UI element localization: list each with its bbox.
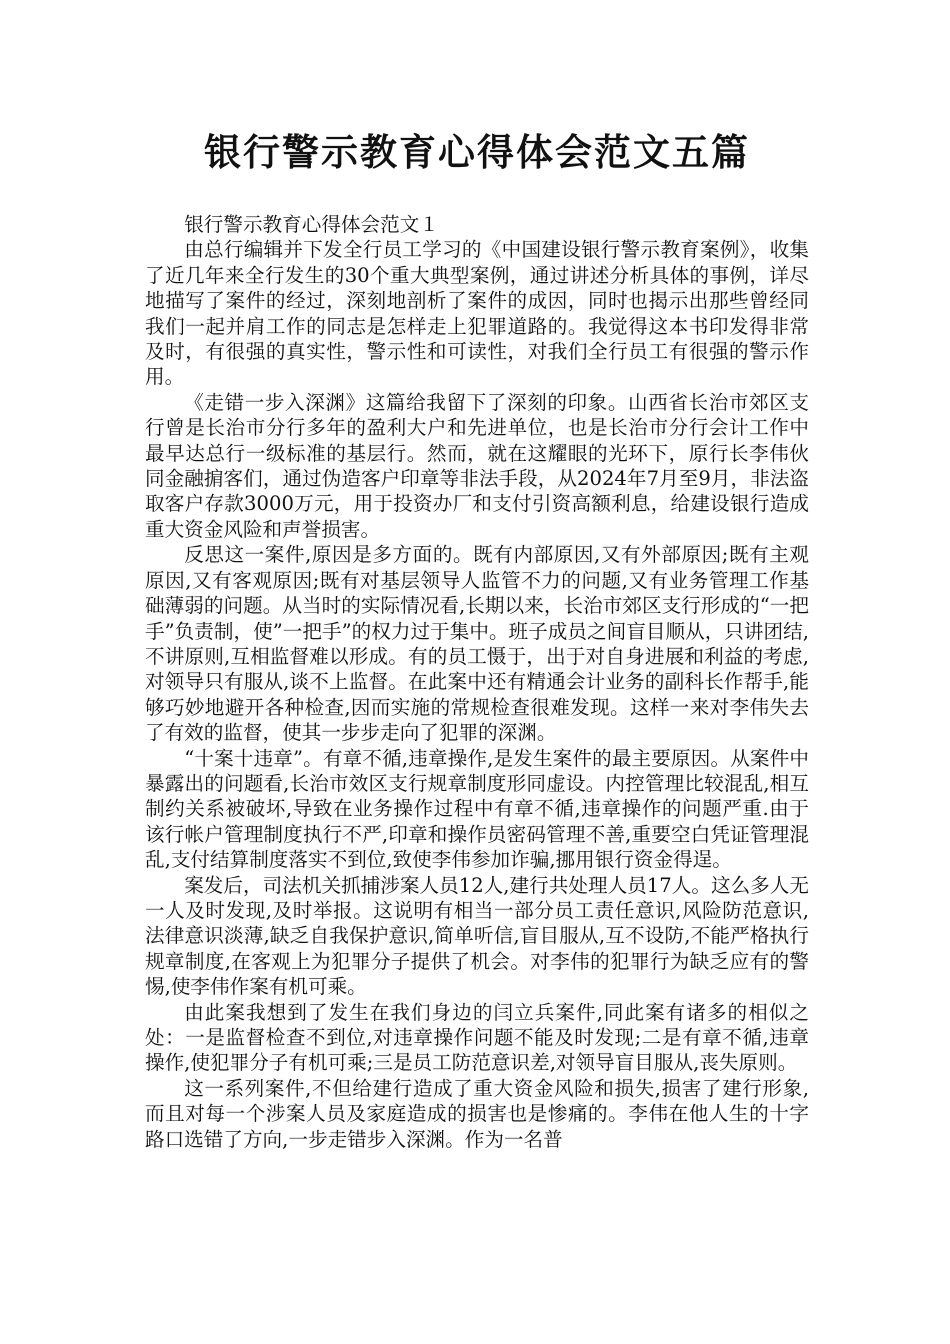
section-heading: 银行警示教育心得体会范文１: [184, 213, 439, 236]
document-title: 银行警示教育心得体会范文五篇: [204, 130, 750, 174]
paragraph-2: 《走错一步入深渊》这篇给我留下了深刻的印象。山西省长治市郊区支行曾是长治市分行多年的盈利大户和先进单位，也是长治市分行会计工作中最早达总行一级标准的基层行。然而，就在这耀眼的光环下，原行长李伟伙同金融掮客们，通过伪造客户印章等非法手段，从2024年7月至9月，非法盗取客户存款3000万元，用于投资办厂和支付引资高额利息，给建设银行造成重大资金风险和声誉损害。: [145, 390, 809, 541]
paragraph-1: 由总行编辑并下发全行员工学习的《中国建设银行警示教育案例》，收集了近几年来全行发生的30个重大典型案例，通过讲述分析具体的事例，详尽地描写了案件的经过，深刻地剖析了案件的成因，同时也揭示出那些曾经同我们一起并肩工作的同志是怎样走上犯罪道路的。我觉得这本书印发得非常及时，有很强的真实性，警示性和可读性，对我们全行员工有很强的警示作用。: [145, 238, 809, 389]
paragraph-6: 由此案我想到了发生在我们身边的闫立兵案件,同此案有诸多的相似之处：一是监督检查不到位,对违章操作问题不能及时发现;二是有章不循,违章操作,使犯罪分子有机可乘;三是员工防范意识差,对领导盲目服从,丧失原则。: [145, 1000, 809, 1075]
paragraph-5: 案发后，司法机关抓捕涉案人员12人,建行共处理人员17人。这么多人无一人及时发现,及时举报。这说明有相当一部分员工责任意识,风险防范意识,法律意识淡薄,缺乏自我保护意识,简单听信,盲目服从,互不设防,不能严格执行规章制度,在客观上为犯罪分子提供了机会。对李伟的犯罪行为缺乏应有的警惕,使李伟作案有机可乘。: [145, 873, 809, 999]
paragraph-4: “十案十违章”。有章不循,违章操作,是发生案件的最主要原因。从案件中暴露出的问题看,长治市效区支行规章制度形同虚设。内控管理比较混乱,相互制约关系被破坏,导致在业务操作过程中有章不循,违章操作的问题严重.由于该行帐户管理制度执行不严,印章和操作员密码管理不善,重要空白凭证管理混乱,支付结算制度落实不到位,致使李伟参加诈骗,挪用银行资金得逞。: [145, 746, 809, 872]
paragraph-7: 这一系列案件,不但给建行造成了重大资金风险和损失,损害了建行形象,而且对每一个涉案人员及家庭造成的损害也是惨痛的。李伟在他人生的十字路口选错了方向,一步走错步入深渊。作为一名普: [145, 1076, 809, 1151]
paragraph-3: 反思这一案件,原因是多方面的。既有内部原因,又有外部原因;既有主观原因,又有客观原因;既有对基层领导人监管不力的问题,又有业务管理工作基础薄弱的问题。从当时的实际情况看,长期以来，长治市郊区支行形成的“一把手”负责制，使”一把手”的权力过于集中。班子成员之间盲目顺从，只讲团结,不讲原则,互相监督难以形成。有的员工慑于，出于对自身进展和利益的考虑,对领导只有服从,谈不上监督。在此案中还有精通会计业务的副科长作帮手,能够巧妙地避开各种检查,因而实施的常规检查很难发现。这样一来对李伟失去了有效的监督，使其一步步走向了犯罪的深渊。: [145, 543, 809, 745]
